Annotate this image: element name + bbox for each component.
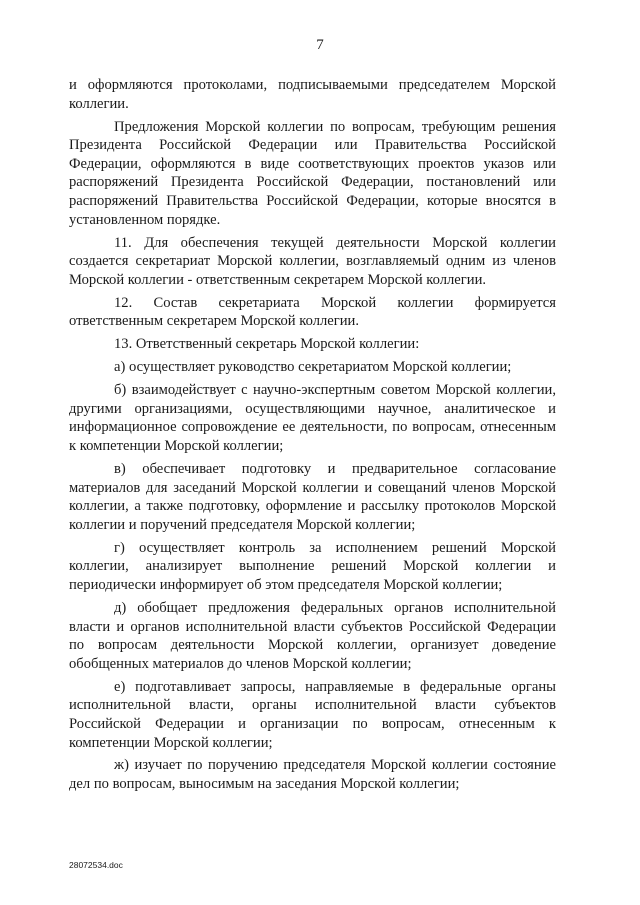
paragraph-item-12: 12. Состав секретариата Морской коллегии формируется ответственным секретарем Морской коллегии. [69,294,556,330]
paragraph-continuation: и оформляются протоколами, подписываемыми председателем Морской коллегии. [69,77,556,112]
subitem-e: е) подготавливает запросы, направляемые в федеральные органы исполнительной власти, органы исполнительной власти субъектов Российской Федерации и организации по вопросам, отнесенным к компетенции Морской коллегии; [69,678,556,751]
subitem-zh: ж) изучает по поручению председателя Морской коллегии состояние дел по вопросам, выносимым на заседания Морской коллегии; [69,757,556,793]
subitem-g: г) осуществляет контроль за исполнением решений Морской коллегии, анализирует выполнение решений Морской коллегии и периодически информирует об этом председателя Морской коллегии; [69,539,556,593]
subitem-b: б) взаимодействует с научно-экспертным советом Морской коллегии, другими организациями, осуществляющими научное, аналитическое и информационное сопровождение ее деятельности, по вопросам, отнесенным к компетенции Морской коллегии; [69,382,556,455]
document-body [69,76,556,798]
subitem-a: а) осуществляет руководство секретариатом Морской коллегии; [114,359,512,376]
subitem-d: д) обобщает предложения федеральных органов исполнительной власти и органов исполнительной власти субъектов Российской Федерации по вопросам деятельности Морской коллегии, организует доведение обобщенных материалов до членов Морской коллегии; [69,599,556,672]
page-number: 7 [316,37,324,53]
file-name-footer: 28072534.doc [69,860,123,870]
paragraph-item-13: 13. Ответственный секретарь Морской коллегии: [114,336,420,353]
paragraph-item-11: 11. Для обеспечения текущей деятельности Морской коллегии создается секретариат Морской коллегии, возглавляемый одним из членов Морской коллегии - ответственным секретарем Морской коллегии. [69,234,556,288]
subitem-v: в) обеспечивает подготовку и предварительное согласование материалов для заседаний Морской коллегии и совещаний членов Морской коллегии, а также подготовку, оформление и рассылку протоколов Морской коллегии и поручений председателя Морской коллегии; [69,461,556,533]
paragraph-proposals: Предложения Морской коллегии по вопросам, требующим решения Президента Российской Федерации или Правительства Российской Федерации, оформляются в виде соответствующих проектов указов или распоряжений Президента Российской Федерации, постановлений или распоряжений Правительства Российской Федерации, которые вносятся в установленном порядке. [69,118,556,228]
